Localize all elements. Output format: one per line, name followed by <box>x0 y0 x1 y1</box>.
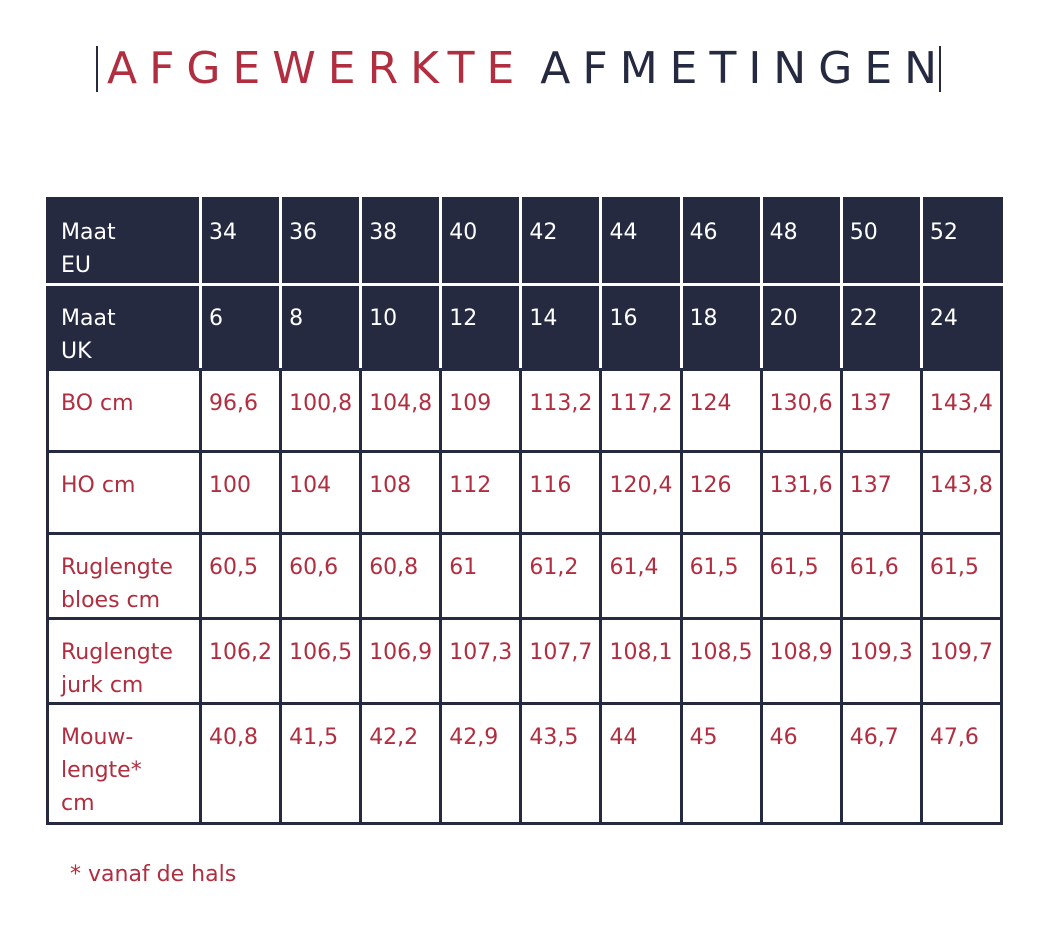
table-cell: 43,5 <box>521 704 601 824</box>
table-cell: 36 <box>281 199 361 285</box>
table-cell: 14 <box>521 285 601 370</box>
table-cell: 16 <box>601 285 681 370</box>
table-cell: 61,6 <box>841 534 921 619</box>
table-cell: 46,7 <box>841 704 921 824</box>
table-cell: 44 <box>601 704 681 824</box>
table-cell: 24 <box>921 285 1001 370</box>
table-cell: 61,5 <box>761 534 841 619</box>
table-cell: 61,5 <box>681 534 761 619</box>
table-cell: 8 <box>281 285 361 370</box>
table-cell: 42 <box>521 199 601 285</box>
table-cell: 42,2 <box>361 704 441 824</box>
table-cell: 113,2 <box>521 370 601 452</box>
row-mouwlengte <box>48 704 1002 824</box>
footnote: * vanaf de hals <box>70 862 237 887</box>
table-cell: 34 <box>201 199 281 285</box>
table-cell: 117,2 <box>601 370 681 452</box>
table-cell: 45 <box>681 704 761 824</box>
table-cell: 124 <box>681 370 761 452</box>
table-cell: 108,9 <box>761 619 841 704</box>
table-cell: 109,3 <box>841 619 921 704</box>
table-cell: 48 <box>761 199 841 285</box>
table-cell: 38 <box>361 199 441 285</box>
table-cell: 109 <box>441 370 521 452</box>
table-cell: 61,4 <box>601 534 681 619</box>
table-cell: 104 <box>281 452 361 534</box>
table-cell: 40 <box>441 199 521 285</box>
row-label: Ruglengte bloes cm <box>48 534 201 619</box>
table-cell: 18 <box>681 285 761 370</box>
title-word-afmetingen: AFMETINGEN <box>540 43 950 94</box>
table-cell: 41,5 <box>281 704 361 824</box>
row-label: HO cm <box>48 452 201 534</box>
table-cell: 61,2 <box>521 534 601 619</box>
table-cell: 22 <box>841 285 921 370</box>
table-cell: 131,6 <box>761 452 841 534</box>
table-cell: 126 <box>681 452 761 534</box>
row-label: Maat EU <box>48 199 201 285</box>
table-cell: 60,5 <box>201 534 281 619</box>
table-cell: 96,6 <box>201 370 281 452</box>
row-ruglengte-bloes <box>48 534 1002 619</box>
table-cell: 106,5 <box>281 619 361 704</box>
table-cell: 112 <box>441 452 521 534</box>
table-cell: 108,5 <box>681 619 761 704</box>
row-maat-uk <box>48 285 1002 370</box>
table-cell: 61,5 <box>921 534 1001 619</box>
table-cell: 120,4 <box>601 452 681 534</box>
table-cell: 47,6 <box>921 704 1001 824</box>
title-word-afgewerkte: AFGEWERKTE <box>106 43 527 94</box>
row-label: Maat UK <box>48 285 201 370</box>
row-label: Ruglengte jurk cm <box>48 619 201 704</box>
table-cell: 109,7 <box>921 619 1001 704</box>
table-cell: 143,8 <box>921 452 1001 534</box>
row-maat-eu <box>48 199 1002 285</box>
table-cell: 46 <box>761 704 841 824</box>
table-cell: 61 <box>441 534 521 619</box>
table-cell: 10 <box>361 285 441 370</box>
table-cell: 46 <box>681 199 761 285</box>
table-cell: 107,7 <box>521 619 601 704</box>
row-ho <box>48 452 1002 534</box>
table-cell: 12 <box>441 285 521 370</box>
table-cell: 100 <box>201 452 281 534</box>
table-cell: 42,9 <box>441 704 521 824</box>
row-label: BO cm <box>48 370 201 452</box>
table-cell: 6 <box>201 285 281 370</box>
table-cell: 60,6 <box>281 534 361 619</box>
table-cell: 20 <box>761 285 841 370</box>
table-cell: 104,8 <box>361 370 441 452</box>
table-cell: 137 <box>841 370 921 452</box>
table-cell: 44 <box>601 199 681 285</box>
table-cell: 40,8 <box>201 704 281 824</box>
table-cell: 106,9 <box>361 619 441 704</box>
row-label: Mouw-lengte* cm <box>48 704 201 824</box>
table-cell: 50 <box>841 199 921 285</box>
table-cell: 143,4 <box>921 370 1001 452</box>
table-cell: 60,8 <box>361 534 441 619</box>
table-cell: 52 <box>921 199 1001 285</box>
table-cell: 106,2 <box>201 619 281 704</box>
table-cell: 107,3 <box>441 619 521 704</box>
row-ruglengte-jurk <box>48 619 1002 704</box>
table-cell: 130,6 <box>761 370 841 452</box>
table-cell: 137 <box>841 452 921 534</box>
table-cell: 116 <box>521 452 601 534</box>
table-cell: 100,8 <box>281 370 361 452</box>
table-cell: 108 <box>361 452 441 534</box>
page-title <box>0 36 1056 102</box>
table-cell: 108,1 <box>601 619 681 704</box>
size-table <box>46 197 1003 825</box>
row-bo <box>48 370 1002 452</box>
